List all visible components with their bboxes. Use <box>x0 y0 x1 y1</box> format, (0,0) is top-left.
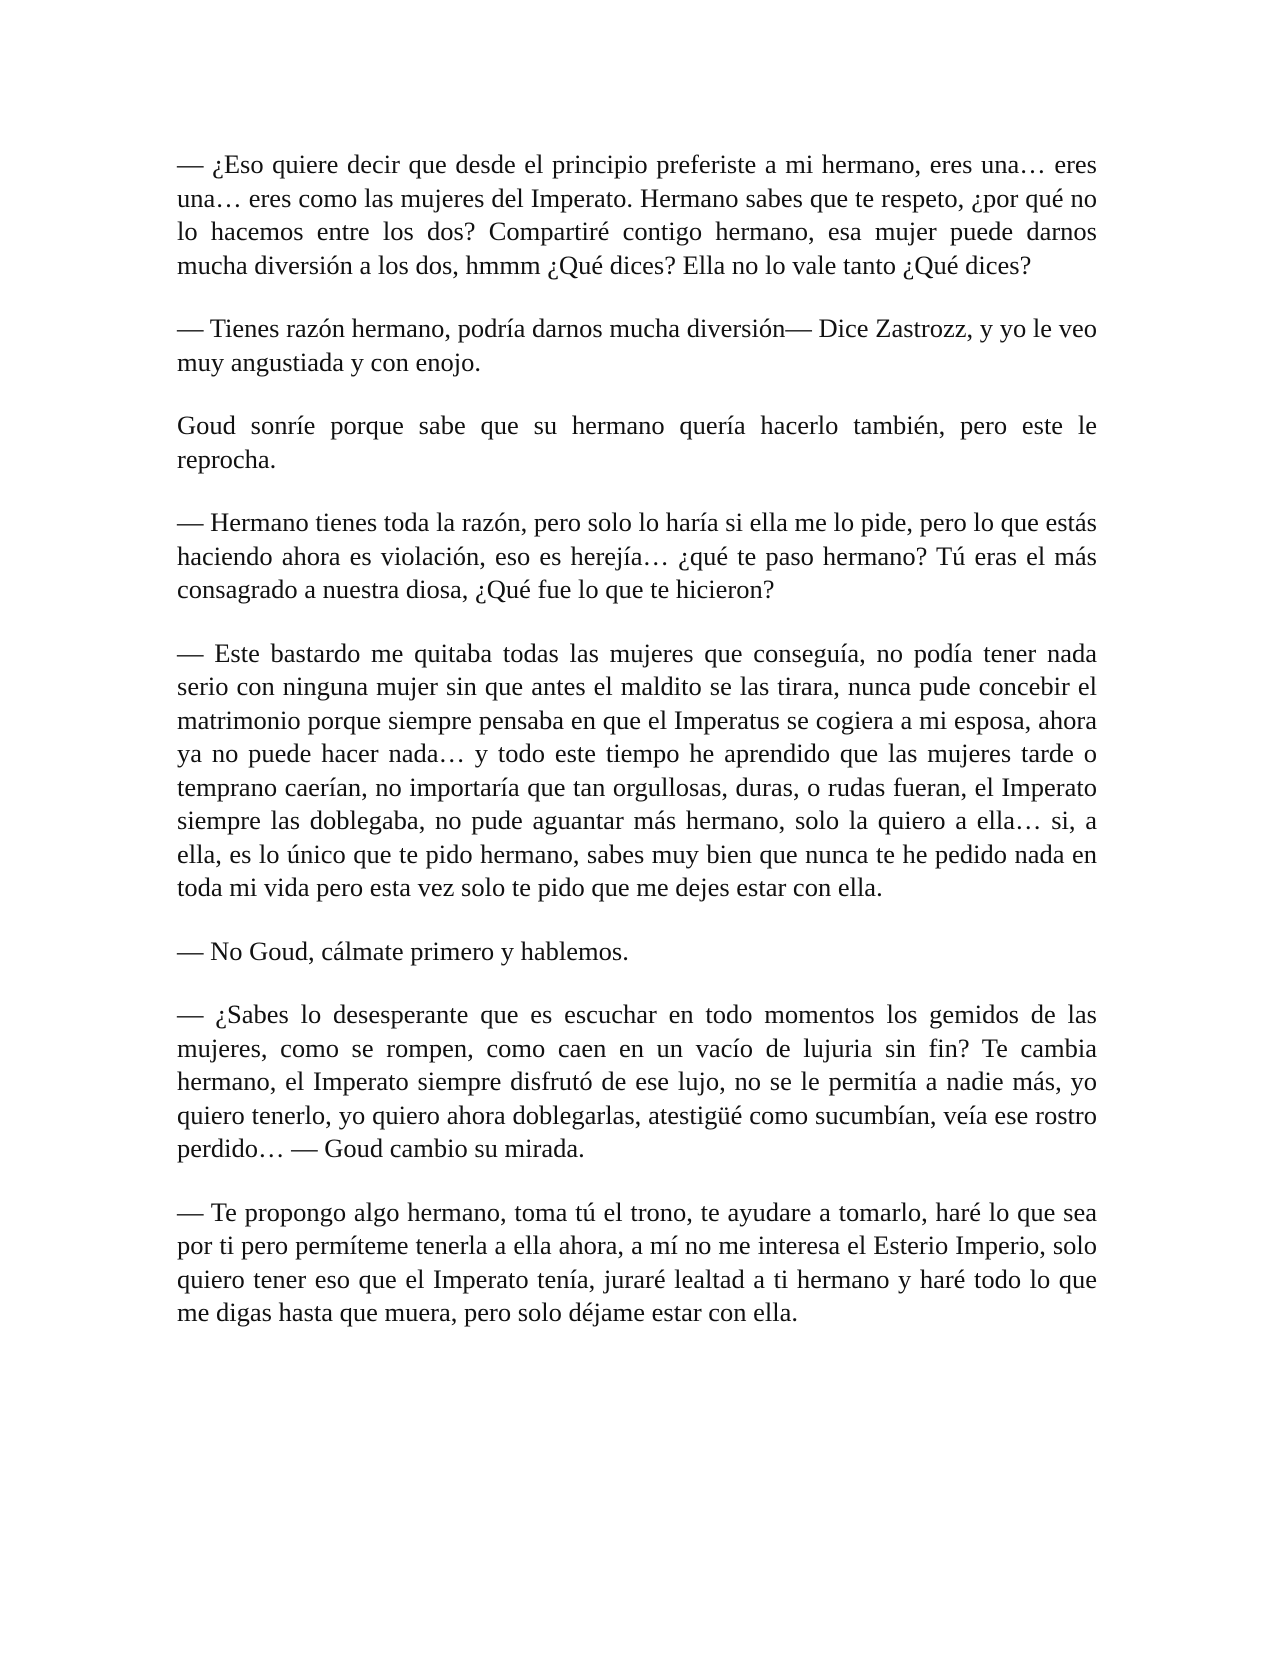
paragraph: — Te propongo algo hermano, toma tú el trono, te ayudare a tomarlo, haré lo que sea por ti pero permíteme tenerla a ella ahora, a mí no me interesa el Esterio Imperio, solo quiero tener eso que el Imperato tenía, juraré lealtad a ti hermano y haré todo lo que me digas hasta que muera, pero solo déjame estar con ella. <box>177 1196 1097 1327</box>
paragraph: — ¿Eso quiere decir que desde el principio preferiste a mi hermano, eres una… eres una… eres como las mujeres del Imperato. Hermano sabes que te respeto, ¿por qué no lo hacemos entre los dos? Compartiré contigo hermano, esa mujer puede darnos mucha diversión a los dos, hmmm ¿Qué dices? Ella no lo vale tanto ¿Qué dices? <box>177 149 1097 280</box>
paragraph: — ¿Sabes lo desesperante que es escuchar en todo momentos los gemidos de las mujeres, como se rompen, como caen en un vacío de lujuria sin fin? Te cambia hermano, el Imperato siempre disfrutó de ese lujo, no se le permitía a nadie más, yo quiero tenerlo, yo quiero ahora doblegarlas, atestigüé como sucumbían, veía ese rostro perdido… — Goud cambio su mirada. <box>177 999 1097 1163</box>
paragraph: — Hermano tienes toda la razón, pero solo lo haría si ella me lo pide, pero lo que estás haciendo ahora es violación, eso es herejía… ¿qué te paso hermano? Tú eras el más consagrado a nuestra diosa, ¿Qué fue lo que te hicieron? <box>177 507 1097 604</box>
paragraph: Goud sonríe porque sabe que su hermano quería hacerlo también, pero este le reprocha. <box>177 410 1097 474</box>
paragraph: — Tienes razón hermano, podría darnos mucha diversión— Dice Zastrozz, y yo le veo muy angustiada y con enojo. <box>177 313 1097 377</box>
paragraph: — Este bastardo me quitaba todas las mujeres que conseguía, no podía tener nada serio con ninguna mujer sin que antes el maldito se las tirara, nunca pude concebir el matrimonio porque siempre pensaba en que el Imperatus se cogiera a mi esposa, ahora ya no puede hacer nada… y todo este tiempo he aprendido que las mujeres tarde o temprano caerían, no importaría que tan orgullosas, duras, o rudas fueran, el Imperato siempre las doblegaba, no pude aguantar más hermano, solo la quiero a ella… si, a ella, es lo único que te pido hermano, sabes muy bien que nunca te he pedido nada en toda mi vida pero esta vez solo te pido que me dejes estar con ella. <box>177 637 1097 902</box>
paragraph: — No Goud, cálmate primero y hablemos. <box>177 935 629 966</box>
document-page <box>177 148 1097 1360</box>
